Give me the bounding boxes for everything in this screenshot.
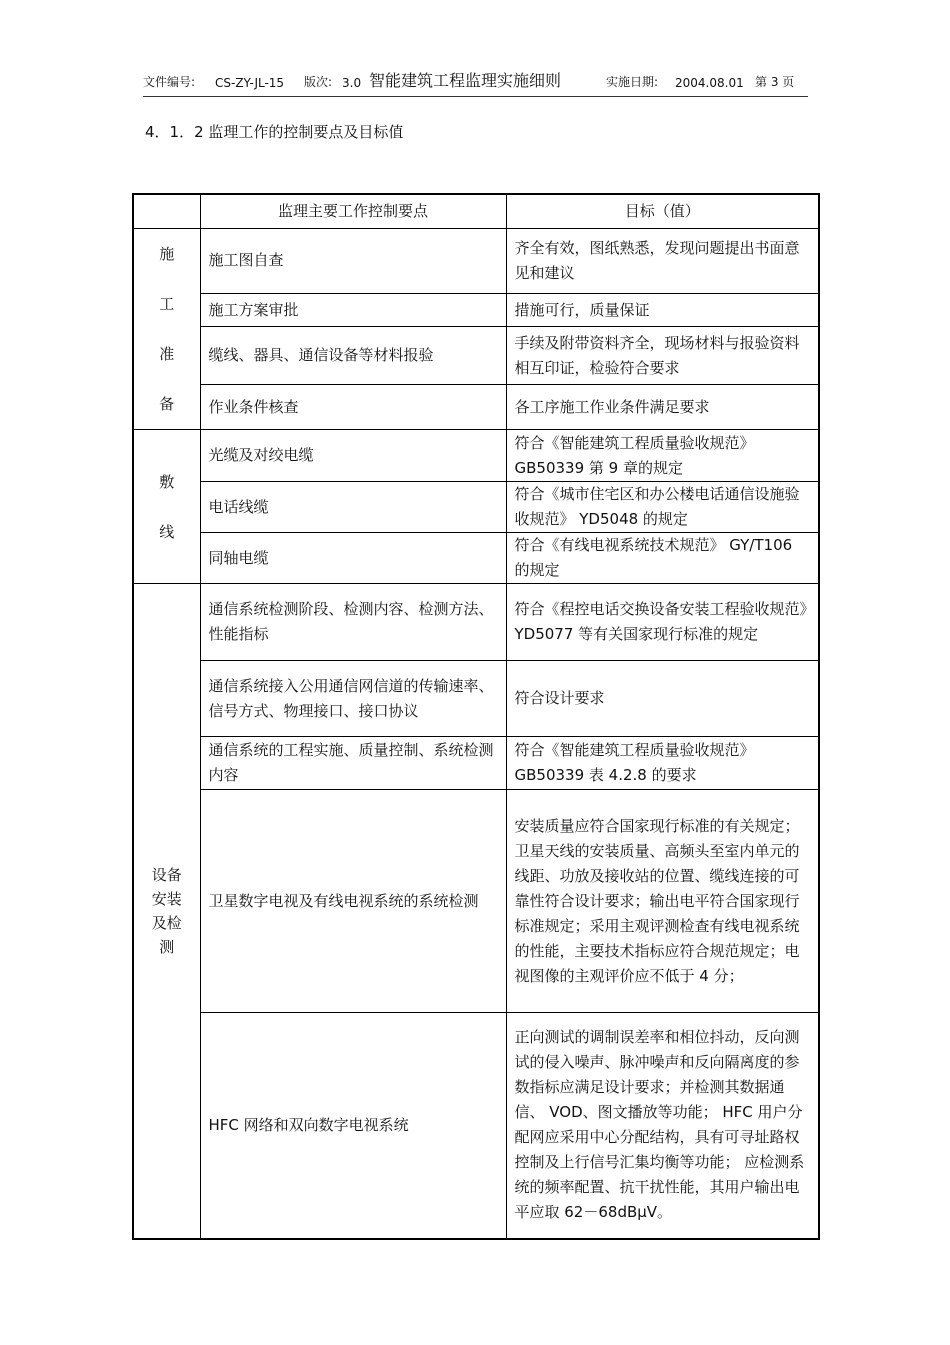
category-cell bbox=[133, 430, 200, 584]
target-value: 符合《程控电话交换设备安装工程验收规范》YD5077 等有关国家现行标准的规定 bbox=[506, 584, 819, 661]
table-row bbox=[133, 661, 819, 737]
table-row bbox=[133, 385, 819, 430]
target-value: 措施可行，质量保证 bbox=[506, 293, 819, 327]
target-value: 符合设计要求 bbox=[506, 661, 819, 737]
control-point: 电话线缆 bbox=[200, 482, 506, 533]
date-label: 实施日期: bbox=[606, 75, 659, 89]
target-value: 符合《城市住宅区和办公楼电话通信设施验收规范》 YD5048 的规定 bbox=[506, 482, 819, 533]
version-label: 版次: bbox=[304, 75, 333, 89]
target-value: 齐全有效，图纸熟悉，发现问题提出书面意见和建议 bbox=[506, 229, 819, 294]
table-row bbox=[133, 737, 819, 790]
target-value: 正向测试的调制误差率和相位抖动，反向测试的侵入噪声、脉冲噪声和反向隔离度的参数指标应满足设计要求；并检测其数据通信、 VOD、图文播放等功能； HFC 用户分配网应采用中心分配结构，具有可寻址路权控制及上行信号汇集均衡等功能； 应检测系统的频率配置、抗干扰性能，其用户输出电平应取 62－68dBμV。 bbox=[506, 1013, 819, 1239]
control-point: 通信系统的工程实施、质量控制、系统检测内容 bbox=[200, 737, 506, 790]
doc-number-label: 文件编号: bbox=[143, 75, 196, 89]
target-value: 手续及附带资料齐全，现场材料与报验资料相互印证，检验符合要求 bbox=[506, 327, 819, 385]
target-value: 各工序施工作业条件满足要求 bbox=[506, 385, 819, 430]
corner-cell bbox=[133, 194, 200, 229]
table-header-row bbox=[133, 194, 819, 229]
control-point: 通信系统接入公用通信网信道的传输速率、信号方式、物理接口、接口协议 bbox=[200, 661, 506, 737]
table-row bbox=[133, 327, 819, 385]
category-label: 设备 安装 及检 测 bbox=[151, 865, 182, 956]
target-value: 安装质量应符合国家现行标准的有关规定；卫星天线的安装质量、高频头至室内单元的线距、功放及接收站的位置、缆线连接的可靠性符合设计要求；输出电平符合国家现行标准规定；采用主观评测检查有线电视系统的性能，主要技术指标应符合规范规定；电视图像的主观评价应不低于 4 分； bbox=[506, 790, 819, 1013]
column-header: 目标（值） bbox=[506, 194, 819, 229]
table-row bbox=[133, 293, 819, 327]
control-point: 通信系统检测阶段、检测内容、检测方法、性能指标 bbox=[200, 584, 506, 661]
effective-date: 2004.08.01 bbox=[675, 76, 744, 90]
control-point: 缆线、器具、通信设备等材料报验 bbox=[200, 327, 506, 385]
category-label: 施 工 准 备 bbox=[159, 245, 175, 413]
category-label: 敷 线 bbox=[159, 472, 175, 541]
control-points-table bbox=[132, 193, 820, 1240]
target-value: 符合《有线电视系统技术规范》 GY/T106 的规定 bbox=[506, 533, 819, 584]
category-cell bbox=[133, 584, 200, 1239]
control-point: 卫星数字电视及有线电视系统的系统检测 bbox=[200, 790, 506, 1013]
control-point: 光缆及对绞电缆 bbox=[200, 430, 506, 482]
table-row bbox=[133, 482, 819, 533]
target-value: 符合《智能建筑工程质量验收规范》 GB50339 表 4.2.8 的要求 bbox=[506, 737, 819, 790]
page-header bbox=[143, 70, 808, 97]
table-row bbox=[133, 229, 819, 294]
table-row bbox=[133, 1013, 819, 1239]
control-point: 施工图自查 bbox=[200, 229, 506, 294]
category-cell bbox=[133, 229, 200, 430]
page-number: 第 3 页 bbox=[755, 75, 795, 89]
column-header: 监理主要工作控制要点 bbox=[200, 194, 506, 229]
version: 3.0 bbox=[342, 76, 362, 90]
document-title: 智能建筑工程监理实施细则 bbox=[369, 71, 562, 90]
control-point: 施工方案审批 bbox=[200, 293, 506, 327]
control-point: 同轴电缆 bbox=[200, 533, 506, 584]
table-row bbox=[133, 790, 819, 1013]
table-row bbox=[133, 584, 819, 661]
control-point: HFC 网络和双向数字电视系统 bbox=[200, 1013, 506, 1239]
doc-number: CS-ZY-JL-15 bbox=[215, 76, 285, 90]
table-row bbox=[133, 533, 819, 584]
table-row bbox=[133, 430, 819, 482]
target-value: 符合《智能建筑工程质量验收规范》 GB50339 第 9 章的规定 bbox=[506, 430, 819, 482]
section-title: 4．1．2 监理工作的控制要点及目标值 bbox=[145, 123, 404, 141]
control-point: 作业条件核查 bbox=[200, 385, 506, 430]
